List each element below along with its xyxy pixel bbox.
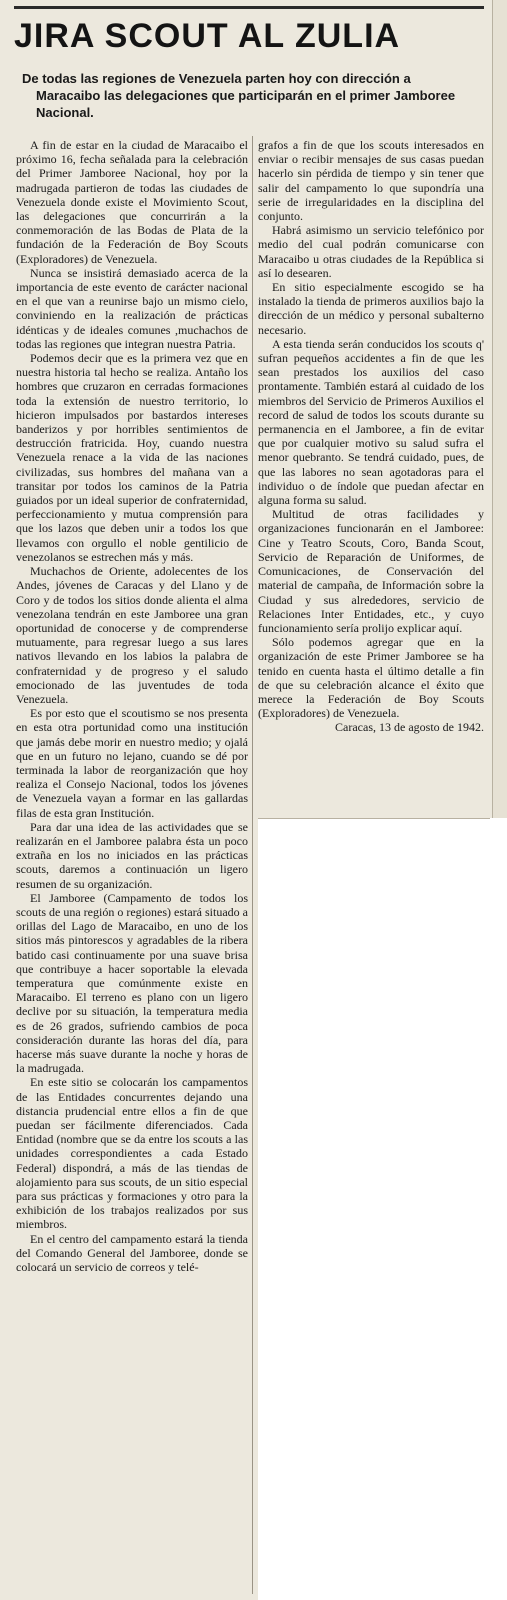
column-divider bbox=[252, 136, 253, 1594]
paragraph: Es por esto que el scoutismo se nos presenta en esta otra portunidad como una institución que jamás debe morir en nuestro medio; y ojalá que en un futuro no lejano, cuando se dé por terminada la labor de reorganización que hoy realiza el Consejo Nacional, todos los jóvenes de Venezuela vayan a formar en las gallardas filas de esta gran Institución. bbox=[16, 706, 248, 820]
subhead-rest: Maracaibo las delegaciones que participarán en el primer Jamboree Nacional. bbox=[36, 88, 456, 120]
paragraph: En este sitio se colocarán los campamentos de las Entidades concurrentes dejando una distancia prudencial entre ellos a fin de que puedan ser fácilmente diferenciados. Cada Entidad (nombre que se da entre los scouts a las unidades correspondientes a cada Estado Federal) dispondrá, a más de las tiendas de alojamiento para sus scouts, de un sitio especial para sus prácticas y formaciones y otro para la exhibición de los trabajos realizados por sus miembros. bbox=[16, 1075, 248, 1232]
subheadline bbox=[22, 70, 484, 121]
paragraph: Multitud de otras facilidades y organizaciones funcionarán en el Jamboree: Cine y Teatro Scouts, Coro, Banda Scout, Servicio de Reparación de Uniformes, de Comunicaciones, de Conservación del material de campaña, de Información sobre la Ciudad y sus alrededores, servicio de Relaciones Inter Entidades, etc., y cuyo funcionamiento sería prolijo explicar aquí. bbox=[258, 507, 484, 635]
article-column-left bbox=[16, 138, 248, 1593]
paragraph: A fin de estar en la ciudad de Maracaibo el próximo 16, fecha señalada para la celebración del Primer Jamboree Nacional, hoy por la madrugada partieron de todas las ciudades de Venezuela donde existe el Movimiento Scout, las delegaciones que concurrirán a la conmemoración de las Bodas de Plata de la fundación de la Federación de Boy Scouts (Exploradores) de Venezuela. bbox=[16, 138, 248, 266]
paragraph: Podemos decir que es la primera vez que en nuestra historia tal hecho se realiza. Antaño los hombres que cruzaron en cerradas formaciones toda la extensión de nuestro territorio, lo hicieron impulsados por bastardos intereses banderizos y por horribles sentimientos de destrucción fratricida. Hoy, cuando nuestra Venezuela renace a la vida de las naciones civilizadas, sus hombres del mañana van a transitar por todos los caminos de la Patria guiados por un ideal superior de confraternidad, perfeccionamiento y mutua comprensión para que los lazos que deben unir a todos los que llevamos con orgullo el noble gentilicio de venezolanos se estrechen más y más. bbox=[16, 351, 248, 564]
headline: JIRA SCOUT AL ZULIA bbox=[14, 17, 401, 55]
paragraph: Nunca se insistirá demasiado acerca de la importancia de este evento de carácter nacional en el que van a reunirse bajo un mismo cielo, conviniendo en la realización de prácticas idénticas y de ideales comunes ,muchachos de todas las regiones que integran nuestra Patria. bbox=[16, 265, 248, 351]
paragraph: Habrá asimismo un servicio telefónico por medio del cual podrán comunicarse con Maracaibo u otras ciudades de la República si así lo desearen. bbox=[258, 223, 484, 280]
paragraph: grafos a fin de que los scouts interesados en enviar o recibir mensajes de sus casas puedan hacerlo sin pérdida de tiempo y sin tener que salir del campamento lo que supondría una serie de irregularidades en la disciplina del conjunto. bbox=[258, 138, 484, 224]
top-rule bbox=[14, 6, 484, 9]
paragraph: Muchachos de Oriente, adolecentes de los Andes, jóvenes de Caracas y del Llano y de Coro y de todos los sitios donde alienta el alma venezolana tendrán en este Jamboree una gran oportunidad de conocerse y de comprenderse mutuamente, para regresar luego a sus lares nativos llevando en los labios la palabra de confraternidad y de progreso y el saludo emocionado de las juventudes de toda Venezuela. bbox=[16, 564, 248, 706]
column-end-rule bbox=[258, 818, 490, 819]
adjacent-column-edge bbox=[492, 0, 507, 818]
paragraph: En el centro del campamento estará la tienda del Comando General del Jamboree, donde se colocará un servicio de correos y telé- bbox=[16, 1231, 248, 1275]
blank-area bbox=[258, 818, 507, 1600]
paragraph: En sitio especialmente escogido se ha instalado la tienda de primeros auxilios bajo la dirección de un médico y personal subalterno necesario. bbox=[258, 280, 484, 337]
dateline: Caracas, 13 de agosto de 1942. bbox=[335, 720, 484, 735]
paragraph: Para dar una idea de las actividades que se realizarán en el Jamboree palabra ésta un poco extraña en los no iniciados en las prácticas scouts, daremos a continuación un ligero resumen de su organización. bbox=[16, 819, 248, 891]
paragraph: A esta tienda serán conducidos los scouts q' sufran pequeños accidentes a fin de que les sean prestados los auxilios del caso prontamente. También estará al cuidado de los miembros del Servicio de Primeros Auxilios el record de salud de todos los scouts durante su permanencia en el Jamboree, a fin de evitar que por cualquier motivo su salud sufra el menor quebranto. Se tendrá cuidado, pues, de que las labores no sean agotadoras para el individuo o de índole que puedan afectar en alguna forma su salud. bbox=[258, 336, 484, 508]
subhead-line-1: De todas las regiones de Venezuela parten hoy con dirección a bbox=[22, 71, 411, 86]
paragraph: El Jamboree (Campamento de todos los scouts de una región o regiones) estará situado a orillas del Lago de Maracaibo, en uno de los sitios más pintorescos y agradables de la ribera batido casi continuamente por una suave brisa que contribuye a hacer soportable la elevada temperatura que comúnmente existe en Maracaibo. El terreno es plano con un ligero declive por su situación, la temperatura media es de 26 grados, sufriendo cambios de poca consideración durante las horas del día, para hacerse más suave durante la noche y horas de la madrugada. bbox=[16, 890, 248, 1076]
article-column-right bbox=[258, 138, 484, 816]
paragraph: Sólo podemos agregar que en la organización de este Primer Jamboree se ha tenido en cuenta hasta el último detalle a fin de que su celebración alcance el éxito que merece la Federación de Boy Scouts (Exploradores) de Venezuela. bbox=[258, 635, 484, 721]
